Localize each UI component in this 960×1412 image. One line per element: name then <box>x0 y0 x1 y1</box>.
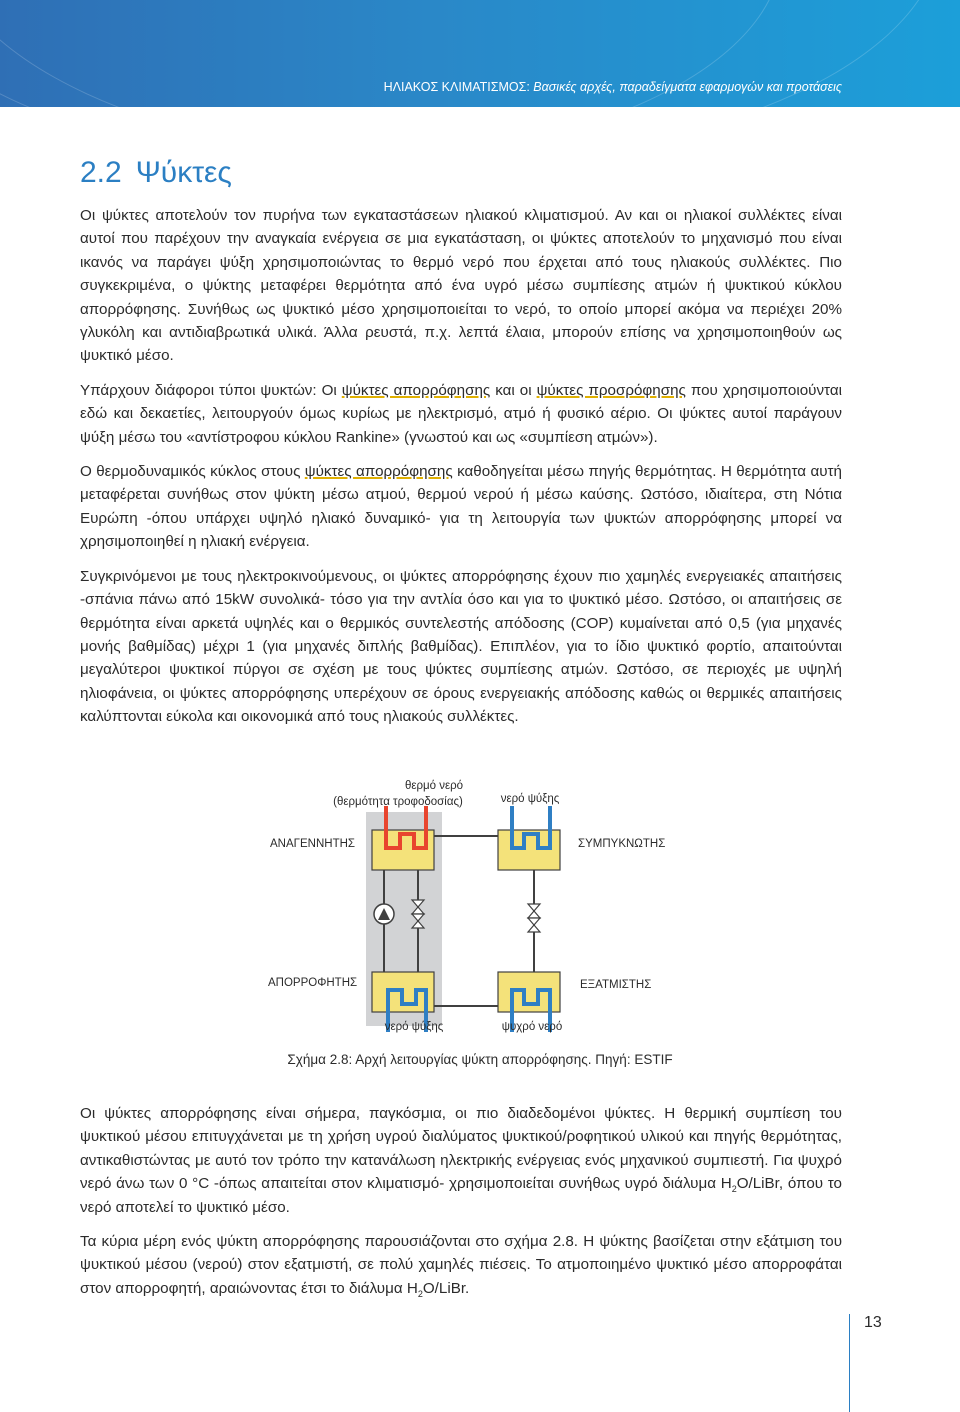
absorption-chiller-diagram <box>268 776 692 1046</box>
label-absorber: ΑΠΟΡΡΟΦΗΤΗΣ <box>268 977 358 989</box>
label-hot-water-source: (θερμότητα τροφοδοσίας) <box>333 796 463 808</box>
label-evaporator: ΕΞΑΤΜΙΣΤΗΣ <box>580 979 652 991</box>
running-header-main: ΗΛΙΑΚΟΣ ΚΛΙΜΑΤΙΣΜΟΣ: <box>383 80 530 94</box>
paragraph-5 <box>80 1102 842 1219</box>
label-chilled-water: ψυχρό νερό <box>501 1021 563 1033</box>
text-run: O/LiBr, όπου το νερό αποτελεί το ψυκτικό μέσο. <box>80 1175 842 1216</box>
label-cooling-water-bottom: νερό ψύξης <box>384 1021 444 1033</box>
page-number: 13 <box>864 1314 882 1331</box>
highlight-adsorption-chillers: ψύκτες προσρόφησης <box>536 381 686 399</box>
text-run: και οι <box>490 381 537 399</box>
label-condenser: ΣΥΜΠΥΚΝΩΤΗΣ <box>578 838 666 850</box>
label-cooling-water-top: νερό ψύξης <box>500 793 560 805</box>
highlight-absorption-chillers: ψύκτες απορρόφησης <box>341 381 491 399</box>
paragraph-4: Συγκρινόμενοι με τους ηλεκτροκινούμενους, οι ψύκτες απορρόφησης έχουν πιο χαμηλές ενεργειακές απαιτήσεις -σπάνια πάνω από 15kW συνολικά- τόσο για την αντλία όσο και για το ψυκτικό μέσο. Ωστόσο, οι απαιτήσεις σε θερμότητα είναι αρκετά υψηλές και ο θερμικός συντελεστής απόδοσης (COP) κυμαίνεται από 0,5 (για μηχανές μονής βαθμίδας) μέχρι 1 (για μηχανές διπλής βαθμίδας). Επιπλέον, για το ίδιο ψυκτικό φορτίο, απαιτούνται μεγαλύτεροι ψυκτικοί πύργοι σε σχέση με τους ψύκτες συμπίεσης ατμών. Ωστόσο, σε περιοχές με υψηλή ηλιοφάνεια, οι ψύκτες απορρόφησης υπερέχουν σε όρους ενεργειακής απόδοσης καθώς οι θερμικές απαιτήσεις καλύπτονται εύκολα και οικονομικά από τους ηλιακούς συλλέκτες. <box>80 567 842 726</box>
running-header-subtitle: Βασικές αρχές, παραδείγματα εφαρμογών και προτάσεις <box>529 80 842 94</box>
page-number-rule <box>849 1314 850 1412</box>
label-generator: ΑΝΑΓΕΝΝΗΤΗΣ <box>270 838 356 850</box>
label-hot-water: θερμό νερό <box>404 780 464 792</box>
section-title: Ψύκτες <box>135 156 232 189</box>
text-run: Υπάρχουν διάφοροι τύποι ψυκτών: Οι <box>80 381 342 399</box>
text-run: O/LiBr. <box>422 1279 470 1297</box>
text-run: Τα κύρια μέρη ενός ψύκτη απορρόφησης παρουσιάζονται στο σχήμα 2.8. Η ψύκτης βασίζεται στην εξάτμιση του ψυκτικού μέσου (νερού) στον εξατμιστή, σε πολύ χαμηλές πιέσεις. Το ατμοποιημένο ψυκτικό μέσο απορροφάται στον απορροφητή, αραιώνοντας έτσι το διάλυμα H <box>80 1233 842 1297</box>
text-run: που χρησιμοποιούνται εδώ και δεκαετίες, λειτουργούν όμως κυρίως με ηλεκτρισμό, ατμό ή φυσικό αέριο. Οι ψύκτες αυτοί παράγουν ψύξη μέσω του «αντίστροφου κύκλου Rankine» (γνωστού και ως «συμπίεση ατμών»). <box>80 381 842 446</box>
subscript: 2 <box>731 1184 737 1195</box>
running-header <box>384 80 842 94</box>
highlight-absorption-chillers: ψύκτες απορρόφησης <box>304 463 453 481</box>
figure-caption: Σχήμα 2.8: Αρχή λειτουργίας ψύκτη απορρόφησης. Πηγή: ESTIF <box>287 1052 673 1067</box>
section-number: 2.2 <box>80 156 122 189</box>
header-band <box>0 0 960 107</box>
paragraph-6 <box>80 1230 842 1300</box>
section-heading <box>80 156 232 190</box>
body-text-upper <box>80 204 842 740</box>
text-run: Οι ψύκτες απορρόφησης είναι σήμερα, παγκόσμια, οι πιο διαδεδομένοι ψύκτες. Η θερμική συμπίεση του ψυκτικού μέσου επιτυγχάνεται με τη χρήση υγρού διαλύματος ψυκτικού/ροφητικού υλικού και πηγής θερμότητας, αντικαθιστώντας με αυτό τον τρόπο την κατανάλωση ηλεκτρικής ενέργειας ενός μηχανικού συμπιεστή. Για ψυχρό νερό άνω των 0 °C -όπως απαιτείται στον κλιματισμό- χρησιμοποιείται συνήθως υγρό διάλυμα H <box>80 1105 842 1193</box>
text-run: καθοδηγείται μέσω πηγής θερμότητας. Η θερμότητα αυτή μεταφέρεται συνήθως στον ψύκτη μέσω ατμού, θερμού νερού ή μέσω καύσης. Ωστόσο, ιδιαίτερα, στη Νότια Ευρώπη -όπου υπάρχει υψηλό ηλιακό δυναμικό- για τη λειτουργία των ψυκτών απορρόφησης μπορεί να χρησιμοποιηθεί η ηλιακή ενέργεια. <box>80 463 842 551</box>
paragraph-1: Οι ψύκτες αποτελούν τον πυρήνα των εγκαταστάσεων ηλιακού κλιματισμού. Αν και οι ηλιακοί συλλέκτες είναι αυτοί που παρέχουν την αναγκαία ενέργεια σε μια εγκατάσταση, οι ψύκτες αποτελούν το μηχανισμό που είναι ικανός να παράγει ψύξη χρησιμοποιώντας το θερμό νερό που έρχεται από τους ηλιακούς συλλέκτες. Πιο συγκεκριμένα, ο ψύκτης μεταφέρει θερμότητα από ένα υγρό μέσω συμπίεσης ατμών ή ψυκτικού κύκλου απορρόφησης. Συνήθως ως ψυκτικό μέσο χρησιμοποιείται το νερό, το οποίο μπορεί ακόμα να περιέχει 20% γλυκόλη και αντιδιαβρωτικά υλικά. Άλλα ρευστά, π.χ. λεπτά έλαια, μπορούν επίσης να χρησιμοποιηθούν ως ψυκτικό μέσο. <box>80 207 842 365</box>
paragraph-3 <box>80 460 842 554</box>
body-text-lower <box>80 1102 842 1311</box>
subscript: 2 <box>417 1288 423 1299</box>
paragraph-2 <box>80 379 842 449</box>
text-run: Ο θερμοδυναμικός κύκλος στους <box>80 463 305 481</box>
